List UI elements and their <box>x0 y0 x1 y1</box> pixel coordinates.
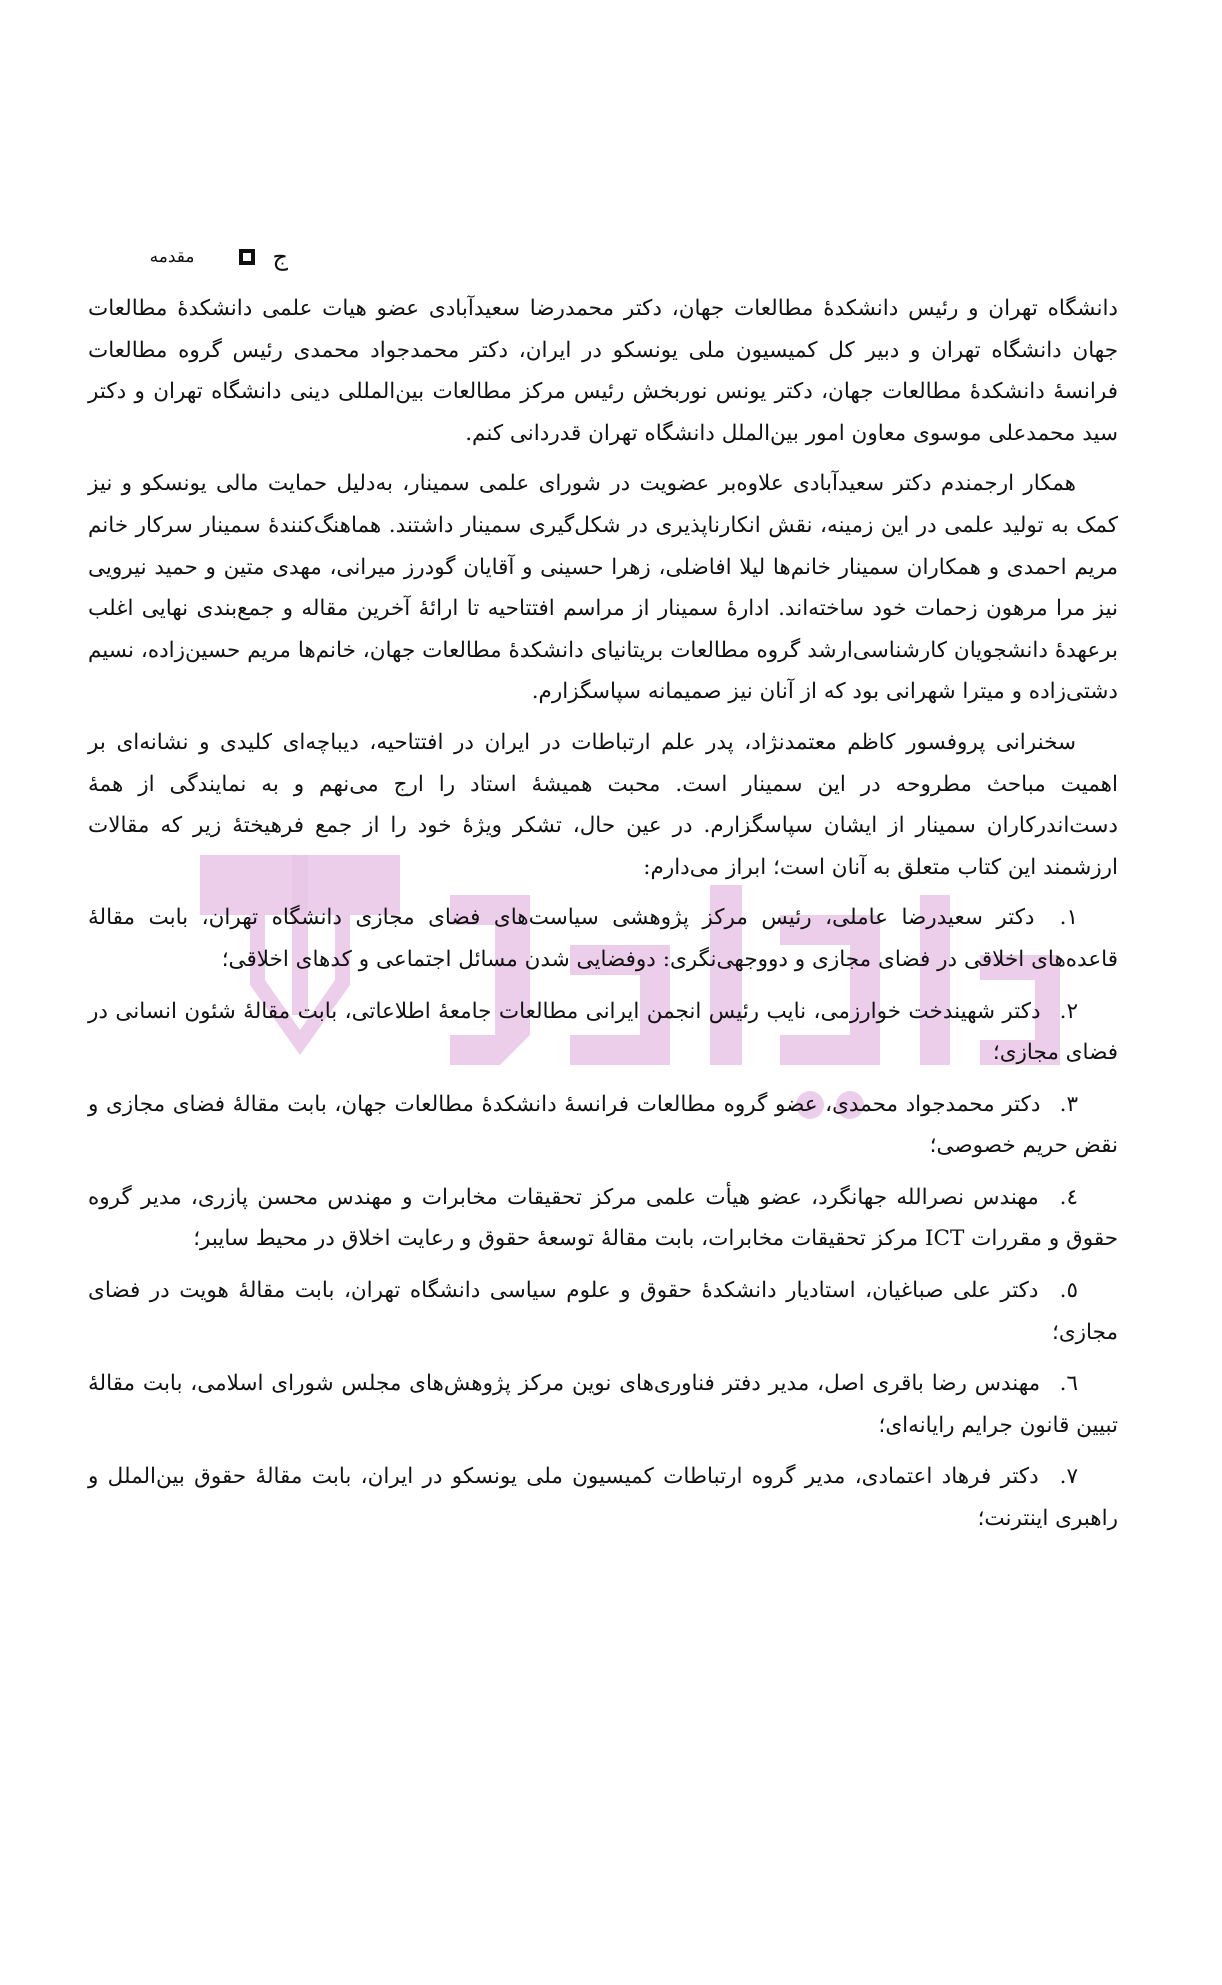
running-header <box>88 237 288 277</box>
paragraph-2: همکار ارجمندم دکتر سعیدآبادی علاوه‌بر عضویت در شورای علمی سمینار، به‌دلیل حمایت مالی یونسکو و نیز کمک به تولید علمی در این زمینه، نقش انکارناپذیری در شکل‌گیری سمینار داشتند. هماهنگ‌کنندهٔ سمینار سرکار خانم مریم احمدی و همکاران سمینار خانم‌ها لیلا افاضلی، زهرا حسینی و آقایان گودرز میرانی، مهدی متین و حمید نیرویی نیز مرا مرهون زحمات خود ساخته‌اند. ادارهٔ سمینار از مراسم افتتاحیه تا ارائهٔ آخرین مقاله و جمع‌بندی نهایی اغلب برعهدهٔ دانشجویان کارشناسی‌ارشد گروه مطالعات بریتانیای دانشکدهٔ مطالعات جهان، خانم‌ها مریم حسین‌زاده، نسیم دشتی‌زاده و میترا شهرانی بود که از آنان نیز صمیمانه سپاسگزارم. <box>88 471 1118 705</box>
list-item-text: دکتر فرهاد اعتمادی، مدیر گروه ارتباطات کمیسیون ملی یونسکو در ایران، بابت مقالهٔ حقوق بین‌الملل و راهبری اینترنت؛ <box>88 1464 1118 1532</box>
section-title: مقدمه <box>149 247 195 267</box>
list-item-text: دکتر محمدجواد محمدی، عضو گروه مطالعات فرانسهٔ دانشکدهٔ مطالعات جهان، بابت مقالهٔ فضای مجازی و نقض حریم خصوصی؛ <box>88 1091 1118 1159</box>
list-item-text: مهندس رضا باقری اصل، مدیر دفتر فناوری‌های نوین مرکز پژوهش‌های مجلس شورای اسلامی، بابت مقالهٔ تبیین قانون جرایم رایانه‌ای؛ <box>88 1371 1118 1438</box>
page-body <box>88 288 1118 1550</box>
list-item-number: ۱. <box>1059 905 1078 931</box>
list-item-number: ۳. <box>1059 1091 1078 1117</box>
list-item-number: ٤. <box>1059 1184 1078 1210</box>
list-item <box>88 1177 1118 1260</box>
list-item <box>88 897 1118 980</box>
list-item <box>88 1456 1118 1539</box>
square-bullet-icon <box>239 249 255 265</box>
list-item <box>88 1270 1118 1353</box>
list-item <box>88 1084 1118 1167</box>
list-item-text: مهندس نصرالله جهانگرد، عضو هیأت علمی مرکز تحقیقات مخابرات و مهندس محسن پازری، مدیر گروه حقوق و مقررات ICT مرکز تحقیقات مخابرات، بابت مقالهٔ توسعهٔ حقوق و رعایت اخلاق در محیط سایبر؛ <box>88 1184 1118 1252</box>
list-item-number: ٥. <box>1059 1278 1079 1304</box>
list-item <box>88 991 1118 1074</box>
list-item-number: ٦. <box>1059 1371 1078 1397</box>
paragraph-1: دانشگاه تهران و رئیس دانشکدهٔ مطالعات جهان، دکتر محمدرضا سعیدآبادی عضو هیات علمی دانشکدهٔ مطالعات جهان دانشگاه تهران و دبیر کل کمیسیون ملی یونسکو در ایران، دکتر محمدجواد محمدی رئیس گروه مطالعات فرانسهٔ دانشکدهٔ مطالعات جهان، دکتر یونس نوربخش رئیس مرکز مطالعات بین‌المللی دینی دانشگاه تهران و دکتر سید محمدعلی موسوی معاون امور بین‌الملل دانشگاه تهران قدردانی کنم. <box>88 296 1118 446</box>
contributors-list <box>88 897 1118 1539</box>
list-item-text: دکتر سعیدرضا عاملی، رئیس مرکز پژوهشی سیاست‌های فضای مجازی دانشگاه تهران، بابت مقالهٔ قاعده‌های اخلاقی در فضای مجازی و دووجهی‌نگری: دوفضایی شدن مسائل اجتماعی و کدهای اخلاقی؛ <box>88 905 1118 972</box>
paragraph-3: سخنرانی پروفسور کاظم معتمدنژاد، پدر علم ارتباطات در ایران در افتتاحیه، دیباچه‌ای کلیدی و نشانه‌ای بر اهمیت مباحث مطروحه در این سمینار است. محبت همیشهٔ استاد را ارج می‌نهم و به نمایندگی از همهٔ دست‌اندرکاران سمینار از ایشان سپاسگزارم. در عین حال، تشکر ویژهٔ خود را از جمع فرهیختهٔ زیر که مقالات ارزشمند این کتاب متعلق به آنان است؛ ابراز می‌دارم: <box>88 729 1118 880</box>
list-item-text: دکتر علی صباغیان، استادیار دانشکدهٔ حقوق و علوم سیاسی دانشگاه تهران، بابت مقالهٔ هویت در فضای مجازی؛ <box>88 1278 1118 1345</box>
page-number: ج <box>272 243 288 271</box>
list-item-text: دکتر شهیندخت خوارزمی، نایب رئیس انجمن ایرانی مطالعات جامعهٔ اطلاعاتی، بابت مقالهٔ شئون انسانی در فضای مجازی؛ <box>88 998 1118 1066</box>
list-item-number: ۲. <box>1059 998 1078 1024</box>
list-item <box>88 1363 1118 1446</box>
list-item-number: ۷. <box>1059 1464 1078 1490</box>
